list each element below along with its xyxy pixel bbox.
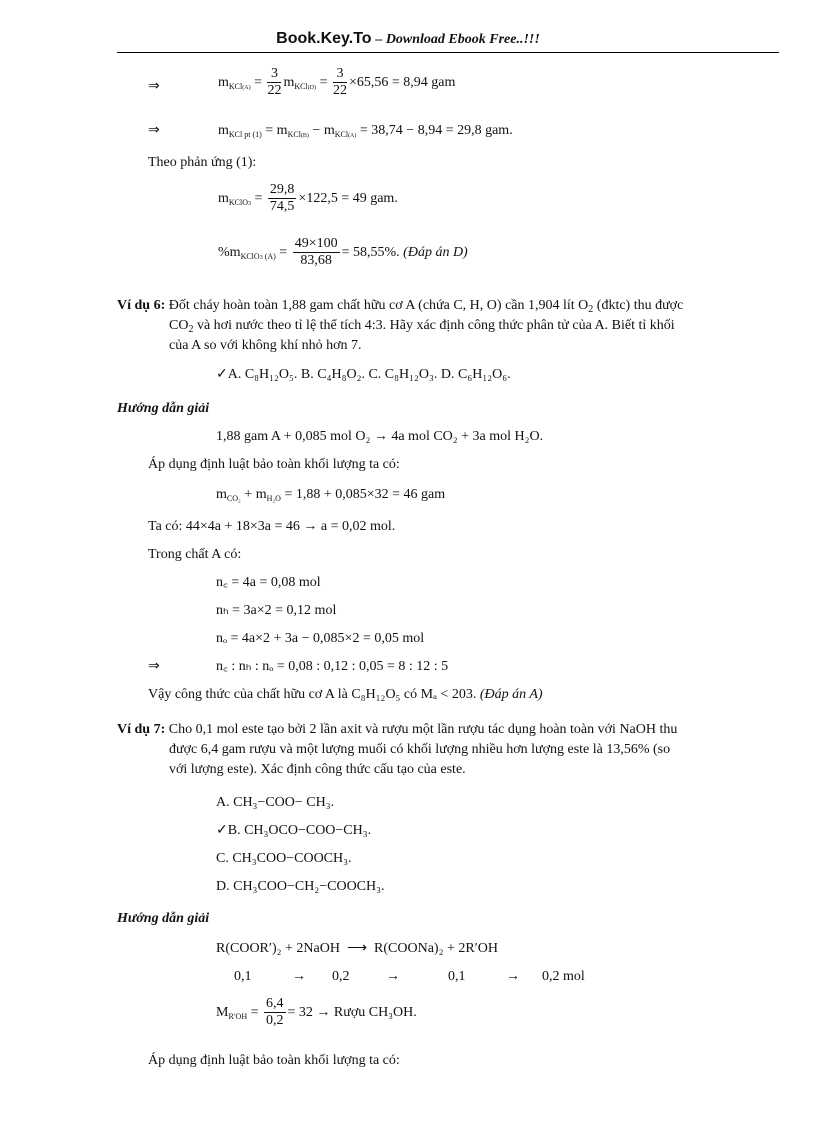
example-7-option-d: D. CH₃COO−CH₂−COOCH₃.	[216, 879, 385, 894]
example-6-options: ✓A. C₈H₁₂O₅. B. C₄H₈O₂. C. C₈H₁₂O₃. D. C₆H₁₂O₆.	[216, 367, 511, 382]
s6-line-9: n꜀ : nₕ : nₒ = 0,08 : 0,12 : 0,05 = 8 : 12 : 5	[216, 659, 449, 674]
example-6-question: Ví dụ 6: Đốt cháy hoàn toàn 1,88 gam chất hữu cơ A (chứa C, H, O) cần 1,904 lít $O_2$ (đktc) thu được $CO_2$ và hơi nước theo tỉ lệ thể tích 4:3. Hãy xác định công thức phân tử của A. Biết tỉ khối của A so với không khí nhỏ hơn 7.	[117, 298, 684, 353]
s6-line-2: Áp dụng định luật bảo toàn khối lượng ta có:	[148, 457, 400, 472]
s6-line-4: Ta có: 44×4a + 18×3a = 46 → a = 0,02 mol.	[148, 519, 396, 534]
s6-line-8: nₒ = 4a×2 + 3a − 0,085×2 = 0,05 mol	[216, 631, 425, 646]
arrow-3: →	[506, 969, 520, 984]
page-header	[0, 31, 816, 47]
theo-phan-ung: Theo phản ứng (1):	[148, 155, 257, 170]
implies-symbol-2: ⇒	[148, 123, 160, 138]
solution-heading-7: Hướng dẫn giải	[117, 911, 210, 926]
s7-mol-a: 0,1	[234, 969, 252, 984]
header-rule	[117, 52, 779, 53]
arrow-1: →	[292, 969, 306, 984]
s7-mol-c: 0,1	[448, 969, 466, 984]
equation-kcl-pt1: $m_{KCl pt (1)} = m_{KCl(B)} - m_{KCl(A)} = 38,74 - 8,94 = 29,8$ gam.	[218, 123, 513, 139]
solution-heading-6: Hướng dẫn giải	[117, 401, 210, 416]
s6-line-7: nₕ = 3a×2 = 0,12 mol	[216, 603, 337, 618]
s7-last-line: Áp dụng định luật bảo toàn khối lượng ta có:	[148, 1053, 400, 1068]
equation-kclo3: $m_{KClO3}$ = $\frac{29,8}{74,5}$ ×122,5 = 49 gam.	[218, 182, 398, 215]
brand-name: Book.Key.To	[276, 30, 372, 47]
s6-line-6: n꜀ = 4a = 0,08 mol	[216, 575, 321, 590]
example-7-option-c: C. CH₃COO−COOCH₃.	[216, 851, 352, 866]
example-7-option-b: ✓B. CH₃OCO−COO−CH₃.	[216, 823, 372, 838]
equation-percent-kclo3: $\%m_{KClO3 (A)}$ = $\frac{49\times 100}{83,68}$ = 58,55%. (Đáp án D)	[218, 236, 468, 269]
s7-mol-d: 0,2 mol	[542, 969, 585, 984]
s6-line-1: 1,88 gam A + 0,085 mol O₂ → 4a mol CO₂ + 3a mol H₂O.	[216, 429, 544, 444]
s6-line-10: Vậy công thức của chất hữu cơ A là C₈H₁₂O₅ có Mₐ < 203. (Đáp án A)	[148, 687, 543, 702]
arrow-2: →	[386, 969, 400, 984]
s6-line-5: Trong chất A có:	[148, 547, 242, 562]
header-tagline: – Download Ebook Free..!!!	[375, 32, 540, 47]
example-7-option-a: A. CH₃−COO− CH₃.	[216, 795, 335, 810]
s7-reaction: R(COOR′)₂ + 2NaOH ⟶ R(COONa)₂ + 2R′OH	[216, 941, 498, 956]
implies-symbol: ⇒	[148, 79, 160, 94]
s6-line-3: $m_{CO_2} + m_{H_2O} = 1,88 + 0,085\times 32 = 46$ gam	[216, 487, 446, 503]
s7-molar-mass: $M_{R'OH}$ = $\frac{6,4}{0,2}$ = 32 → Rượu CH₃OH.	[216, 996, 417, 1029]
implies-symbol-3: ⇒	[148, 659, 160, 674]
example-7-question: Ví dụ 7: Cho 0,1 mol este tạo bởi 2 lần axit và rượu một lần rượu tác dụng hoàn toàn với NaOH thu được 6,4 gam rượu và một lượng muối có khối lượng nhiều hơn lượng este là 13,56% (so với lượng este). Xác định công thức cấu tạo của este.	[117, 722, 678, 777]
equation-kcl-a: $m_{KCl(A)}$ = $\frac{3}{22}$ $m_{KCl(D)}$ = $\frac{3}{22}$ ×65,56 = 8,94 gam	[218, 66, 456, 99]
s7-mol-b: 0,2	[332, 969, 350, 984]
